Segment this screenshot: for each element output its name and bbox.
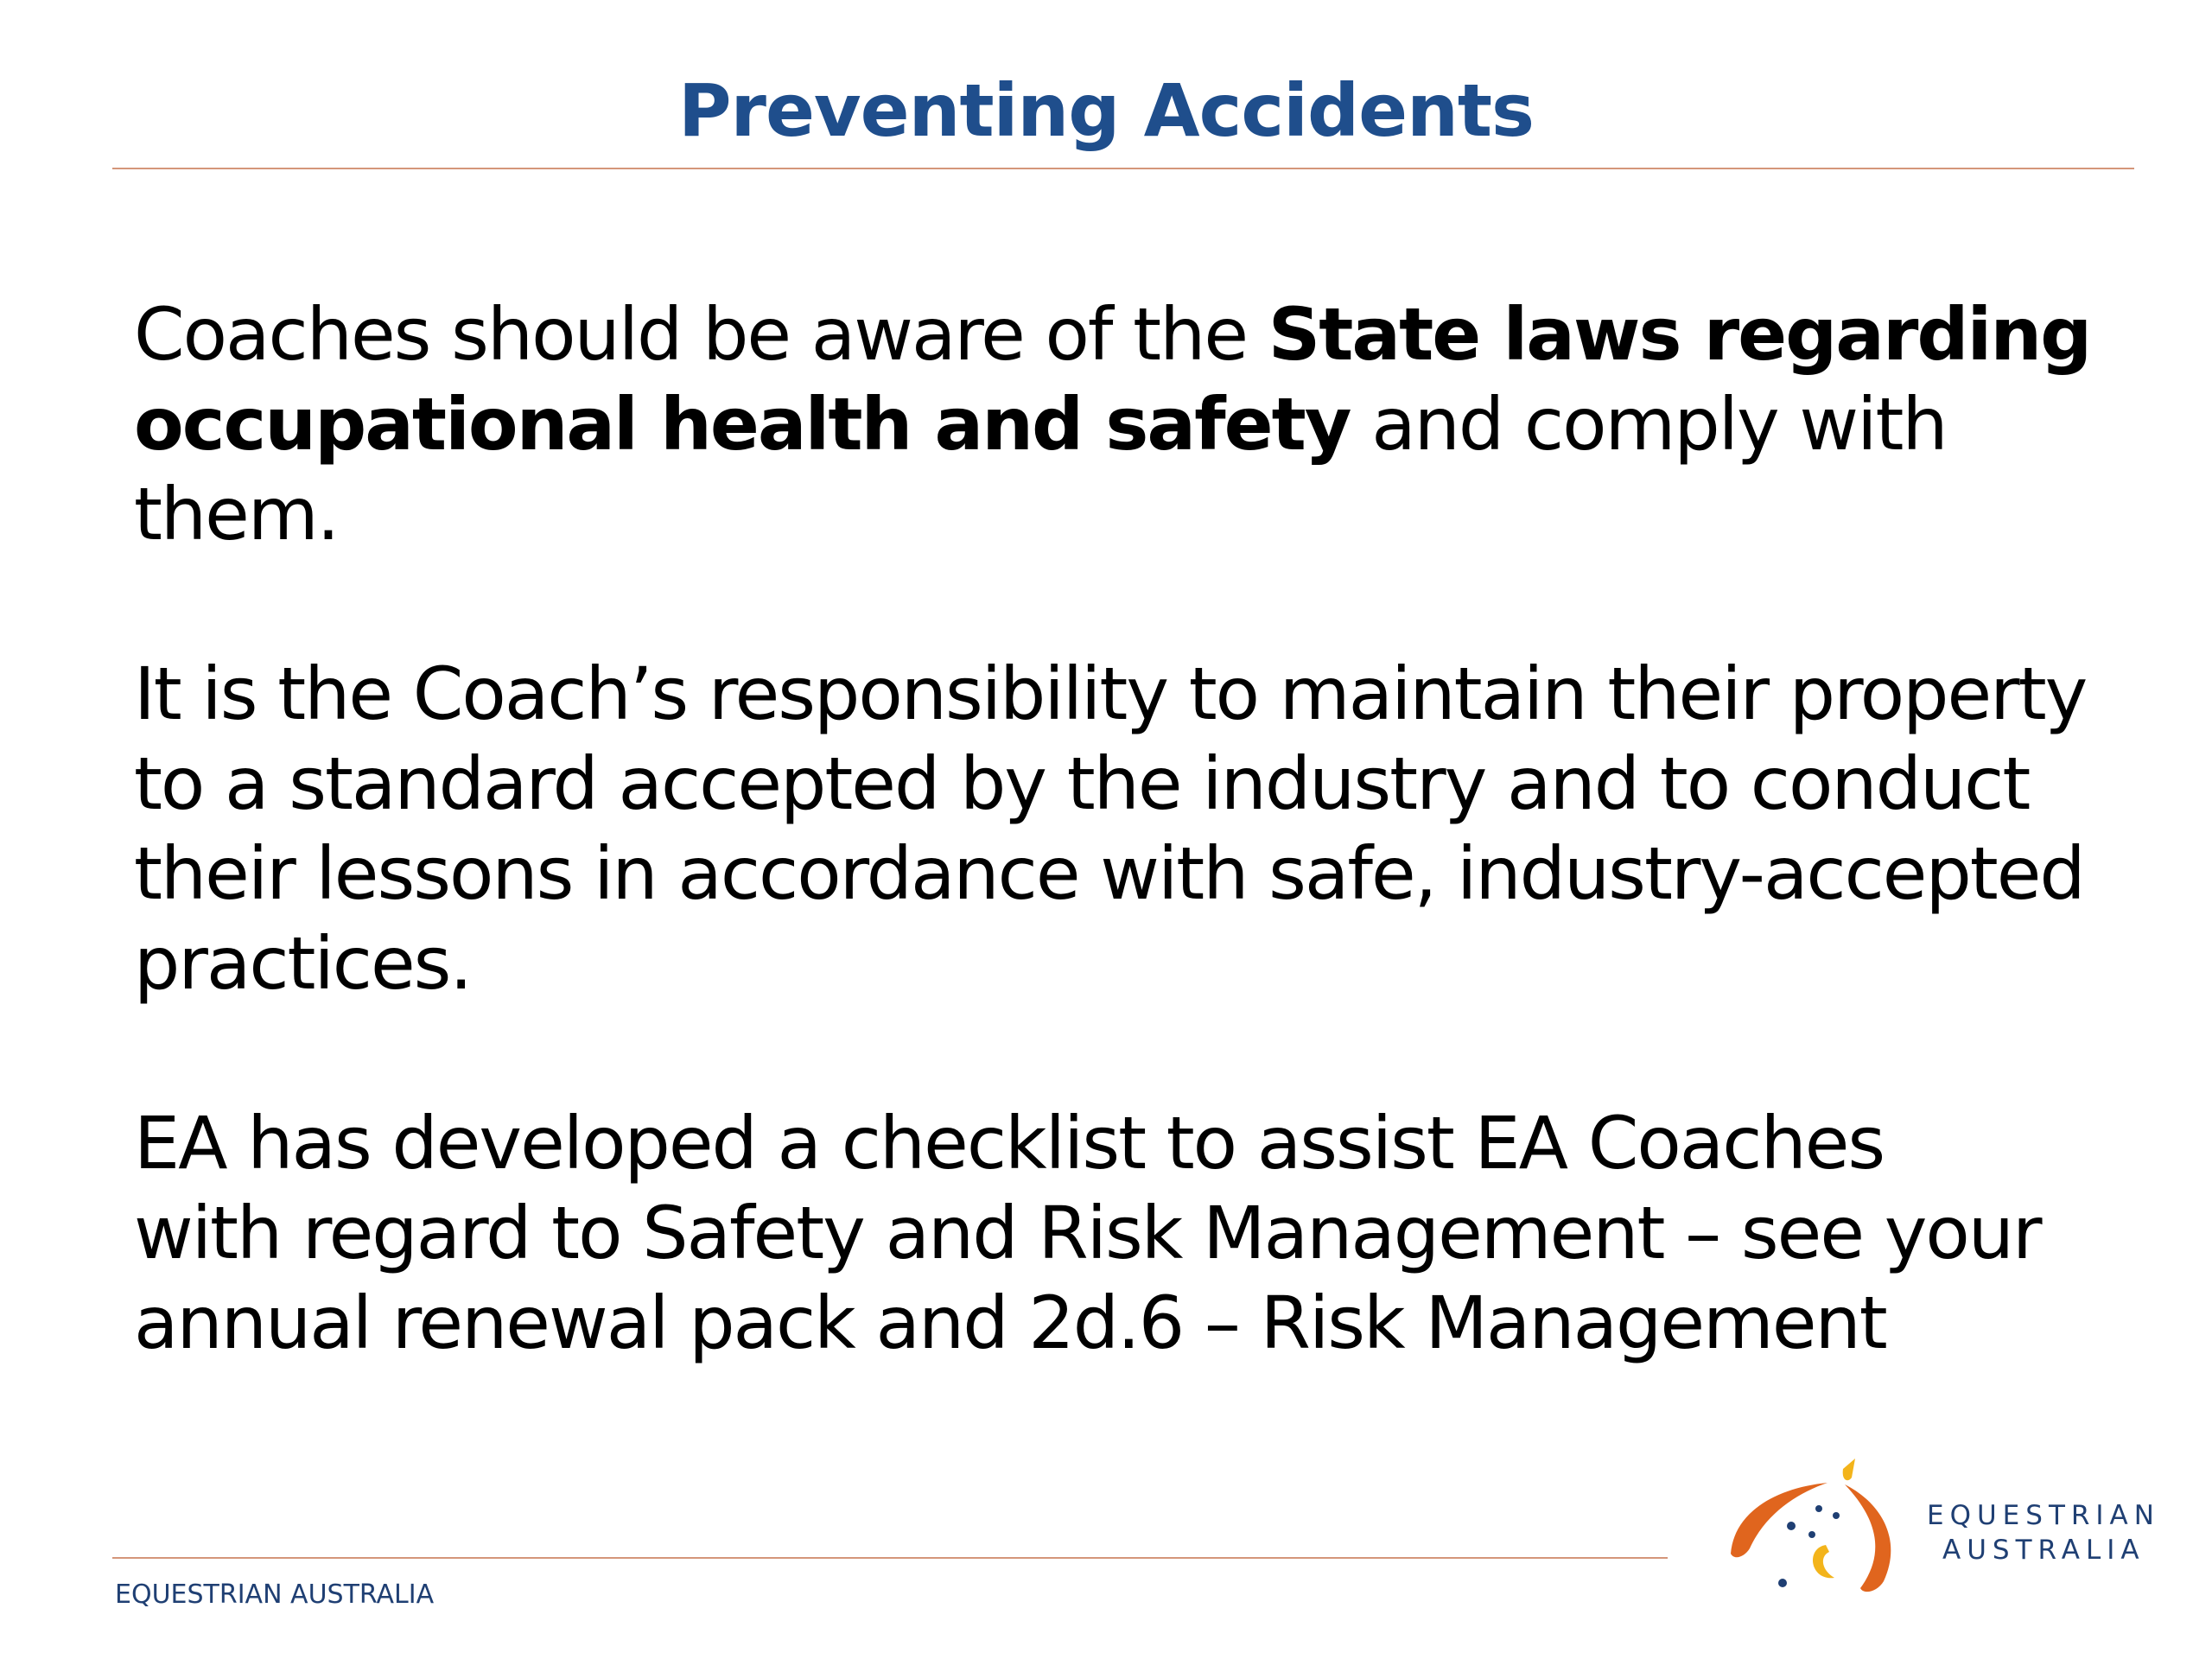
paragraph-checklist-line-1: EA has developed a checklist to assist EA Coaches	[134, 1101, 1885, 1185]
footer-divider	[112, 1557, 1668, 1559]
logo-star-2	[1815, 1505, 1822, 1512]
paragraph-ohs-laws	[134, 289, 2139, 559]
paragraph-ea-checklist	[134, 1098, 2139, 1368]
equestrian-australia-logo	[1715, 1452, 2190, 1599]
title-divider	[112, 168, 2134, 169]
paragraph-ohs-tail: and comply with them.	[134, 382, 1947, 556]
slide-title: Preventing Accidents	[677, 68, 1535, 153]
footer-organisation-label: EQUESTRIAN AUSTRALIA	[115, 1580, 435, 1610]
horse-head-logo-icon	[1715, 1452, 1914, 1599]
slide-body	[134, 289, 2139, 1458]
paragraph-checklist-line-3: annual renewal pack and 2d.6 – Risk Management	[134, 1281, 1886, 1365]
paragraph-ohs-bold: State laws regarding occupational health and safety	[134, 292, 2091, 467]
paragraph-checklist-line-2: with regard to Safety and Risk Management – see your	[134, 1191, 2041, 1275]
paragraph-ohs-lead: Coaches should be aware of the	[134, 292, 1268, 377]
logo-wordmark-line-2: AUSTRALIA	[1942, 1535, 2145, 1566]
logo-star-1	[1787, 1522, 1796, 1530]
logo-orange-swoosh-left	[1731, 1483, 1827, 1557]
logo-orange-swoosh-right	[1845, 1484, 1891, 1592]
logo-star-5	[1778, 1579, 1787, 1587]
logo-yellow-ear	[1843, 1459, 1855, 1480]
logo-star-4	[1808, 1531, 1815, 1538]
logo-yellow-crescent	[1813, 1545, 1834, 1578]
logo-star-3	[1833, 1512, 1840, 1519]
paragraph-coach-responsibility: It is the Coach’s responsibility to maintain their property to a standard accepted by the industry and to conduct their lessons in accordance with safe, industry-accepted practices.	[134, 652, 2087, 1006]
logo-wordmark-line-1: EQUESTRIAN	[1927, 1500, 2160, 1531]
